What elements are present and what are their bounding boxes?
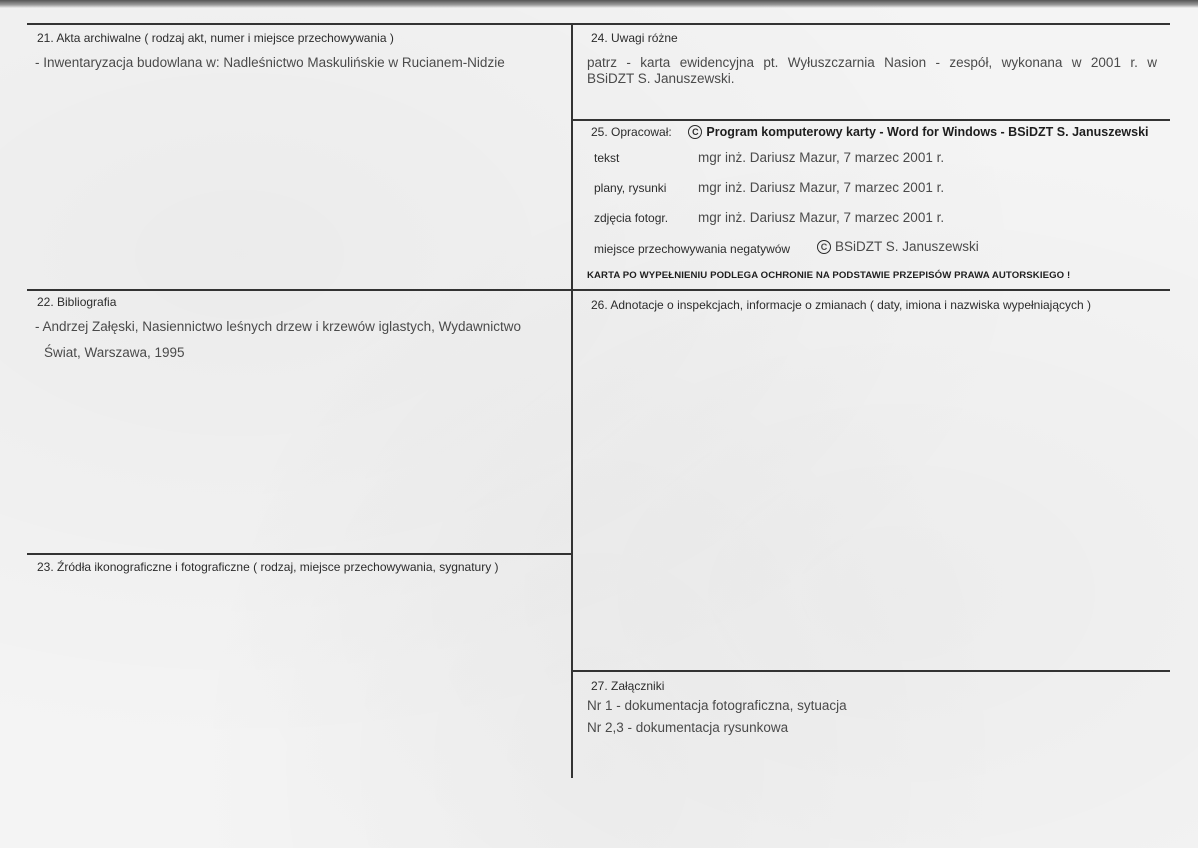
divider-22-23 bbox=[27, 553, 572, 555]
section-24-text-line1: patrz - karta ewidencyjna pt. Wyłuszczarnia Nasion - zespół, wykonana w 2001 r. w bbox=[587, 55, 1157, 70]
attachment-item-1: Nr 1 - dokumentacja fotograficzna, sytuacja bbox=[587, 698, 847, 713]
credit-row-label-photos: zdjęcia fotogr. bbox=[594, 211, 669, 225]
credit-row-value-text: mgr inż. Dariusz Mazur, 7 marzec 2001 r. bbox=[698, 150, 945, 165]
section-26-title: 26. Adnotacje o inspekcjach, informacje o zmianach ( daty, imiona i nazwiska wypełniających ) bbox=[591, 298, 1092, 312]
copyright-warning: KARTA PO WYPEŁNIENIU PODLEGA OCHRONIE NA PODSTAWIE PRZEPISÓW PRAWA AUTORSKIEGO ! bbox=[587, 270, 1071, 281]
credit-row-label-text: tekst bbox=[594, 151, 620, 165]
section-21-text: - Inwentaryzacja budowlana w: Nadleśnictwo Maskulińskie w Rucianem-Nidzie bbox=[35, 55, 505, 70]
divider-24-25 bbox=[572, 119, 1170, 121]
attachment-item-2: Nr 2,3 - dokumentacja rysunkowa bbox=[587, 720, 789, 735]
negatives-label: miejsce przechowywania negatywów bbox=[594, 242, 791, 256]
negatives-owner: BSiDZT S. Januszewski bbox=[835, 239, 979, 254]
credit-row-value-drawings: mgr inż. Dariusz Mazur, 7 marzec 2001 r. bbox=[698, 180, 945, 195]
section-25-title bbox=[591, 125, 1149, 139]
section-21-title: 21. Akta archiwalne ( rodzaj akt, numer i miejsce przechowywania ) bbox=[37, 31, 394, 45]
section-27-title: 27. Załączniki bbox=[591, 679, 665, 693]
section-22-text-line2: Świat, Warszawa, 1995 bbox=[44, 345, 185, 360]
divider-25-26 bbox=[572, 289, 1170, 291]
section-22-text-line1: - Andrzej Załęski, Nasiennictwo leśnych drzew i krzewów iglastych, Wydawnictwo bbox=[35, 319, 522, 334]
top-border-line bbox=[27, 23, 1170, 25]
negatives-value bbox=[817, 236, 979, 257]
section-24-text-line2: BSiDZT S. Januszewski. bbox=[587, 71, 735, 86]
copyright-icon: C bbox=[688, 125, 702, 139]
divider-26-27 bbox=[572, 670, 1170, 672]
copyright-icon: C bbox=[817, 240, 831, 254]
divider-21-22 bbox=[27, 289, 572, 291]
credit-row-label-drawings: plany, rysunki bbox=[594, 181, 667, 195]
column-divider bbox=[571, 23, 573, 778]
program-credit: Program komputerowy karty - Word for Windows - BSiDZT S. Januszewski bbox=[706, 125, 1149, 139]
section-23-title: 23. Źródła ikonograficzne i fotograficzne ( rodzaj, miejsce przechowywania, sygnatury ) bbox=[37, 560, 499, 574]
section-22-title: 22. Bibliografia bbox=[37, 295, 117, 309]
section-24-title: 24. Uwagi różne bbox=[591, 31, 678, 45]
scan-top-edge bbox=[0, 0, 1198, 8]
section-25-label: 25. Opracował: bbox=[591, 125, 672, 139]
credit-row-value-photos: mgr inż. Dariusz Mazur, 7 marzec 2001 r. bbox=[698, 210, 945, 225]
